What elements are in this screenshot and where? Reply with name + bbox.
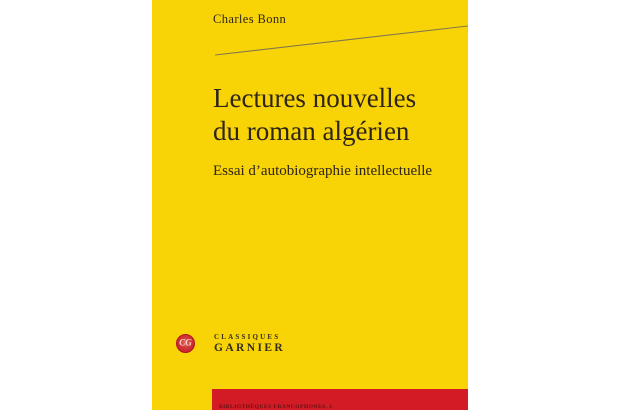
classiques-garnier-monogram-icon xyxy=(176,334,195,353)
book-cover xyxy=(152,0,468,410)
publisher-name xyxy=(214,333,285,354)
book-title-line-1: Lectures nouvelles xyxy=(213,83,417,113)
publisher-name-classiques: CLASSIQUES xyxy=(214,333,281,341)
book-subtitle: Essai d’autobiographie intellectuelle xyxy=(213,163,433,179)
author-name: Charles Bonn xyxy=(213,12,287,26)
monogram-letters: CG xyxy=(179,337,192,348)
diagonal-divider-line xyxy=(152,0,468,70)
collection-label: BIBLIOTHÈQUES FRANCOPHONES, 1 xyxy=(219,404,333,410)
book-title xyxy=(213,82,416,148)
publisher-logo xyxy=(176,333,285,354)
publisher-name-garnier: GARNIER xyxy=(214,342,286,354)
book-title-line-2: du roman algérien xyxy=(213,116,410,146)
collection-band xyxy=(212,389,468,410)
